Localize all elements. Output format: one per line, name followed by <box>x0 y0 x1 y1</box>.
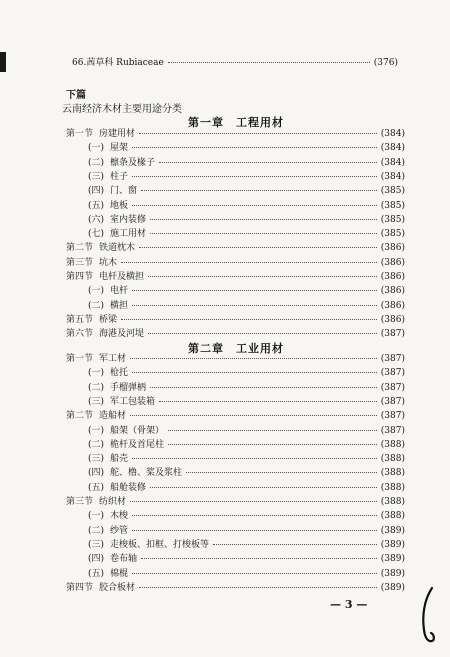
dot-leader <box>148 332 377 334</box>
toc-entry-number: (二) <box>88 382 105 393</box>
toc-entry-label: 房建用材 <box>99 129 136 139</box>
toc-entry-number: (七) <box>88 229 105 240</box>
dot-leader <box>141 557 377 559</box>
toc-page-number: (389) <box>380 568 405 579</box>
toc-entry-number: (五) <box>88 200 105 211</box>
toc-entry-label: 电杆及横担 <box>99 272 145 282</box>
toc-subsection-entry <box>88 157 405 169</box>
toc-page-number: (388) <box>380 497 405 507</box>
toc-subsection-entry <box>88 439 405 451</box>
toc-subsection-entry <box>88 228 405 240</box>
toc-entry-label: 电杆 <box>110 286 129 297</box>
dot-leader <box>139 586 377 588</box>
toc-entry-number: 第二节 <box>66 243 94 254</box>
toc-entry-label: 军工包装箱 <box>110 396 156 407</box>
dot-leader <box>159 400 377 402</box>
toc-entry-number: (二) <box>88 300 105 311</box>
dot-leader <box>186 471 377 473</box>
toc-subsection-entry <box>88 425 405 437</box>
toc-entry-label: 手榴弹柄 <box>110 382 147 393</box>
dot-leader <box>132 371 377 373</box>
toc-subsection-entry <box>88 171 405 183</box>
toc-entry-number: (三) <box>88 454 105 465</box>
toc-entry-number: 第三节 <box>66 497 94 507</box>
dot-leader <box>168 61 370 63</box>
toc-subsection-entry <box>88 525 405 537</box>
dot-leader <box>132 289 377 291</box>
toc-page-number: (386) <box>380 257 405 268</box>
toc-page-number: (386) <box>380 272 405 282</box>
dot-leader <box>132 514 377 516</box>
handwritten-mark-icon <box>418 586 442 646</box>
toc-page-number: (387) <box>380 411 405 422</box>
toc-page-number: (384) <box>380 129 405 139</box>
toc-section-entry <box>66 271 405 283</box>
toc-entry-number: (一) <box>88 368 105 379</box>
toc-page-number: (388) <box>380 511 405 522</box>
toc-entry-label: 纺织材 <box>99 497 127 507</box>
toc-entry-number: (二) <box>88 157 105 168</box>
toc-entry-label: 横担 <box>110 300 129 311</box>
toc-entry-label: 桅杆及首尾柱 <box>110 439 165 450</box>
dot-leader <box>141 189 377 191</box>
toc-entry-label: 桥梁 <box>99 314 118 325</box>
toc-page-number: (388) <box>380 439 405 450</box>
toc-subsection-entry <box>88 467 405 479</box>
toc-page-number: (385) <box>380 229 405 240</box>
dot-leader <box>139 132 377 134</box>
toc-entry-number: (二) <box>88 525 105 536</box>
toc-page-number: (386) <box>380 300 405 311</box>
toc-entry-label: 造船材 <box>99 411 127 422</box>
dot-leader <box>132 304 377 306</box>
toc-entry-number: (一) <box>88 286 105 297</box>
toc-page-number: (385) <box>380 186 405 197</box>
dot-leader <box>148 275 377 277</box>
dot-leader <box>132 457 377 459</box>
toc-page-number: (388) <box>380 454 405 465</box>
toc-page-number: (389) <box>380 539 405 550</box>
toc-section-entry <box>66 242 405 254</box>
toc-entry-label: 纱管 <box>110 525 129 536</box>
toc-entry-number: (一) <box>88 143 105 154</box>
toc-entry-number: 第六节 <box>66 329 94 340</box>
toc-page-number: (384) <box>380 143 405 154</box>
toc-entry-number: (四) <box>88 554 105 565</box>
dot-leader <box>150 218 377 220</box>
toc-section-entry <box>66 328 405 340</box>
toc-section-entry <box>66 353 405 365</box>
toc-subsection-entry <box>88 396 405 408</box>
toc-entry-label: 木梭 <box>110 511 129 522</box>
toc-subsection-entry <box>88 367 405 379</box>
toc-section-entry <box>66 257 405 269</box>
toc-entry-label: 海港及河堤 <box>99 329 145 340</box>
toc-entry-label: 地板 <box>110 200 129 211</box>
toc-entry-label: 棉棍 <box>110 568 129 579</box>
toc-page-number: (385) <box>380 214 405 225</box>
toc-page-number: (376) <box>373 58 398 68</box>
toc-entry-number: (五) <box>88 568 105 579</box>
toc-subsection-entry <box>88 300 405 312</box>
chapter-title: 第一章 工程用材 <box>188 116 284 129</box>
toc-entry-number: (五) <box>88 482 105 493</box>
dot-leader <box>150 486 377 488</box>
toc-page-number: (387) <box>380 354 405 364</box>
toc-entry-label: 檩条及椽子 <box>110 157 156 168</box>
dot-leader <box>168 429 377 431</box>
toc-entry-label: 船架（骨架） <box>110 425 165 436</box>
toc-page-number: (386) <box>380 243 405 254</box>
toc-entry-number: (四) <box>88 186 105 197</box>
part-subtitle: 云南经济木材主要用途分类 <box>62 104 182 115</box>
toc-page-number: (388) <box>380 468 405 479</box>
toc-page-number: (387) <box>380 396 405 407</box>
toc-entry-number: 第三节 <box>66 257 94 268</box>
toc-entry-label: 船舱装修 <box>110 482 147 493</box>
dot-leader <box>159 161 377 163</box>
toc-entry-number: (二) <box>88 439 105 450</box>
toc-entry-label: 船壳 <box>110 454 129 465</box>
page-edge-mark <box>0 52 6 72</box>
toc-page-number: (385) <box>380 200 405 211</box>
toc-entry-label: 施工用材 <box>110 229 147 240</box>
dot-leader <box>132 175 377 177</box>
toc-entry-label: 坑木 <box>99 257 118 268</box>
toc-subsection-entry <box>88 568 405 580</box>
toc-subsection-entry <box>88 539 405 551</box>
chapter-title: 第二章 工业用材 <box>188 342 284 355</box>
toc-subsection-entry <box>88 482 405 494</box>
dot-leader <box>132 572 377 574</box>
toc-entry-label: 门、窗 <box>110 186 138 197</box>
toc-entry-label: 胶合板材 <box>99 582 136 593</box>
dot-leader <box>150 386 377 388</box>
toc-subsection-entry <box>88 185 405 197</box>
toc-entry-number: 第二节 <box>66 411 94 422</box>
toc-page-number: (387) <box>380 368 405 379</box>
toc-entry-label: 枪托 <box>110 368 129 379</box>
dot-leader <box>121 261 377 263</box>
dot-leader <box>139 246 377 248</box>
toc-subsection-entry <box>88 214 405 226</box>
toc-subsection-entry <box>88 453 405 465</box>
page-number-footer: — 3 — <box>330 598 368 611</box>
toc-entry-number: (三) <box>88 171 105 182</box>
toc-section-entry <box>66 314 405 326</box>
toc-subsection-entry <box>88 510 405 522</box>
toc-entry-label: 舵、橹、桨及浆柱 <box>110 468 183 479</box>
dot-leader <box>150 232 377 234</box>
toc-entry-label: 室内装修 <box>110 214 147 225</box>
toc-page-number: (384) <box>380 157 405 168</box>
toc-entry-number: (一) <box>88 425 105 436</box>
toc-page-number: (384) <box>380 171 405 182</box>
toc-section-entry <box>66 496 405 508</box>
toc-entry-number: 第四节 <box>66 272 94 282</box>
toc-page-number: (388) <box>380 482 405 493</box>
toc-entry-rubiaceae <box>72 57 398 69</box>
toc-entry-number: (一) <box>88 511 105 522</box>
dot-leader <box>132 204 377 206</box>
toc-entry-number: 第一节 <box>66 354 94 364</box>
toc-subsection-entry <box>88 142 405 154</box>
toc-subsection-entry <box>88 285 405 297</box>
toc-subsection-entry <box>88 200 405 212</box>
toc-page-number: (389) <box>380 582 405 593</box>
toc-entry-number: 第一节 <box>66 129 94 139</box>
toc-entry-number: (六) <box>88 214 105 225</box>
toc-entry-label: 军工材 <box>99 354 127 364</box>
toc-entry-number: (三) <box>88 539 105 550</box>
toc-entry-label: 柱子 <box>110 171 129 182</box>
toc-entry-label: 走梭板、扣框、打梭板等 <box>110 539 210 550</box>
toc-page-number: (386) <box>380 314 405 325</box>
toc-section-entry <box>66 410 405 422</box>
dot-leader <box>213 543 377 545</box>
toc-page-number: (387) <box>380 425 405 436</box>
toc-page-number: (387) <box>380 329 405 340</box>
toc-entry-number: 第四节 <box>66 582 94 593</box>
part-title: 下篇 <box>66 90 86 101</box>
dot-leader <box>168 443 377 445</box>
toc-entry-label: 铁道枕木 <box>99 243 136 254</box>
dot-leader <box>121 318 377 320</box>
toc-page-number: (389) <box>380 554 405 565</box>
toc-page-number: (389) <box>380 525 405 536</box>
toc-page-number: (386) <box>380 286 405 297</box>
dot-leader <box>132 529 377 531</box>
toc-entry-number: 第五节 <box>66 314 94 325</box>
toc-entry-label: 卷布轴 <box>110 554 138 565</box>
dot-leader <box>130 357 377 359</box>
toc-subsection-entry <box>88 382 405 394</box>
toc-entry-number: (三) <box>88 396 105 407</box>
toc-entry-number: (四) <box>88 468 105 479</box>
toc-section-entry <box>66 128 405 140</box>
toc-entry-label: 66.茜草科 Rubiaceae <box>72 58 164 68</box>
toc-page-number: (387) <box>380 382 405 393</box>
toc-subsection-entry <box>88 553 405 565</box>
dot-leader <box>132 146 377 148</box>
toc-entry-label: 屋架 <box>110 143 129 154</box>
toc-section-entry <box>66 582 405 594</box>
dot-leader <box>130 414 377 416</box>
dot-leader <box>130 500 377 502</box>
